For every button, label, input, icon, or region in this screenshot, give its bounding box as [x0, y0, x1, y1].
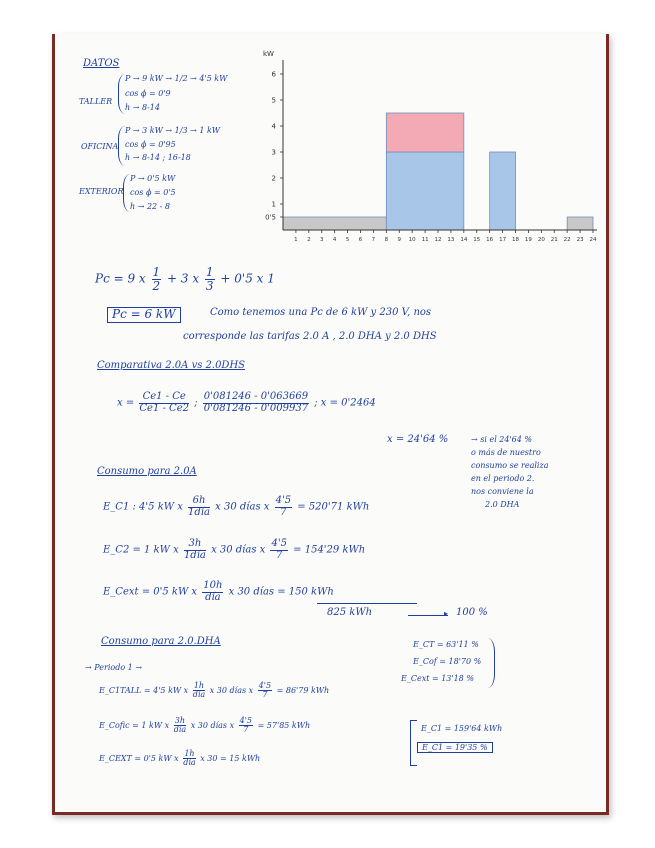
pc-result-box: Pc = 6 kW [107, 307, 181, 323]
x-tick-label-7: 7 [371, 237, 376, 243]
taller-line-3: h → 8-14 [125, 103, 160, 112]
oficina-line-3: h → 8-14 ; 16-18 [125, 153, 191, 162]
pct-brace [488, 638, 495, 688]
ec1-bracket [410, 720, 417, 766]
tarifas-line-2: corresponde las tarifas 2.0 A , 2.0 DHA y 2.0 DHS [183, 331, 437, 342]
tarifas-line-1: Como tenemos una Pc de 6 kW y 230 V, nos [210, 307, 432, 318]
dha-line-1: E_C1TALL = 4'5 kW x $\frac{1h}{\text{día}}$ x 30 días x $\frac{4'5}{7}$ = 86'79 kWh [99, 681, 330, 700]
total-rule [317, 603, 417, 604]
oficina-line-1: P → 3 kW → 1/3 → 1 kW [125, 126, 221, 135]
x-tick-label-6: 6 [358, 237, 363, 243]
x-tick-label-4: 4 [332, 237, 337, 243]
total-20a: 825 kWh [327, 607, 373, 618]
x-tick-label-3: 3 [320, 237, 324, 243]
ce-fraction: $\frac{Ce1 - Ce}{Ce1 - Ce2}$ [139, 391, 189, 414]
comparativa-note-2: o más de nuestro [471, 448, 541, 457]
y-tick-label-5: 4 [271, 122, 276, 131]
ecof-pct: E_Cof = 18'70 % [413, 657, 482, 666]
dha-line-3: E_CEXT = 0'5 kW x $\frac{1h}{\text{día}}$ x 30 = 15 kWh [99, 749, 261, 768]
taller-line-1: P → 9 kW → 1/2 → 4'5 kW [125, 74, 228, 83]
exterior-line-3: h → 22 - 8 [130, 202, 170, 211]
x-tick-label-2: 2 [307, 237, 311, 243]
consumo-20a-title: Consumo para 2.0A [97, 466, 197, 477]
taller-brace [118, 74, 125, 114]
pc-fraction-1: $\frac{1}{2}$ [152, 265, 161, 293]
y-tick-label-4: 3 [271, 148, 276, 157]
x-tick-label-12: 12 [434, 237, 442, 243]
x-tick-label-23: 23 [576, 237, 584, 243]
x-tick-label-22: 22 [563, 237, 571, 243]
x-tick-label-10: 10 [408, 237, 416, 243]
ecext-pct: E_Cext = 13'18 % [401, 674, 474, 683]
x-tick-label-16: 16 [486, 237, 494, 243]
y-tick-label-3: 2 [271, 174, 276, 183]
x-tick-label-1: 1 [294, 237, 298, 243]
dha-line-2: E_Cofic = 1 kW x $\frac{3h}{\text{día}}$ x 30 días x $\frac{4'5}{7}$ = 57'85 kWh [99, 716, 311, 735]
consumo-dha-title: Consumo para 2.0.DHA [101, 636, 221, 647]
x-tick-label-11: 11 [421, 237, 429, 243]
notebook-page [52, 34, 609, 815]
comparativa-sep: ; [194, 397, 198, 409]
x-tick-label-21: 21 [550, 237, 558, 243]
y-tick-label-2: 1 [271, 200, 276, 209]
x-tick-label-18: 18 [512, 237, 519, 243]
total-arrow [408, 615, 448, 616]
datos-title: DATOS [83, 58, 120, 69]
oficina-line-2: cos ϕ = 0'95 [125, 140, 176, 149]
x-tick-label-13: 13 [447, 237, 455, 243]
x-tick-label-8: 8 [384, 237, 389, 243]
x-result: ; x = 0'2464 [314, 397, 376, 409]
bar-exterior-1 [283, 217, 386, 230]
pc-equation [95, 266, 275, 292]
x-percent: x = 24'64 % [387, 434, 449, 445]
taller-line-2: cos ϕ = 0'9 [125, 89, 171, 98]
exterior-line-1: P → 0'5 kW [130, 174, 176, 183]
bar-exterior-2 [567, 217, 593, 230]
x-tick-label-5: 5 [345, 237, 350, 243]
bar-taller-1 [386, 113, 464, 152]
ec-ext-line: E_Cext = 0'5 kW x $\frac{10h}{\text{día}}$ x 30 días = 150 kWh [103, 580, 334, 603]
y-tick-label-6: 5 [271, 96, 276, 105]
exterior-line-2: cos ϕ = 0'5 [130, 188, 176, 197]
exterior-brace [123, 174, 130, 212]
comparativa-note-4: en el periodo 2. [471, 474, 535, 483]
pc-rhs: + 0'5 x 1 [220, 271, 275, 286]
x-tick-label-20: 20 [537, 237, 545, 243]
ec1-pct-box: E_C1 = 19'35 % [417, 742, 493, 753]
y-tick-label-1: 0'5 [265, 213, 276, 222]
ec1-line: E_C1 : 4'5 kW x $\frac{6h}{\text{1día}}$ x 30 días x $\frac{4'5}{7}$ = 520'71 kWh [103, 495, 370, 518]
total-20a-pct: 100 % [456, 607, 488, 618]
oficina-brace [118, 126, 125, 166]
exterior-label: EXTERIOR [79, 187, 124, 196]
ect-pct: E_CT = 63'11 % [413, 640, 479, 649]
periodo-1-label: → Periodo 1 → [85, 663, 143, 672]
x-tick-label-15: 15 [473, 237, 481, 243]
comparativa-equation [117, 392, 376, 414]
taller-label: TALLER [79, 97, 113, 106]
total-arrow-head: ▸ [444, 609, 449, 618]
pc-mid: + 3 x [167, 271, 200, 286]
price-fraction: $\frac{0'081246 - 0'063669}{0'081246 - 0'009937}$ [203, 391, 309, 414]
comparativa-note-6: 2.0 DHA [485, 500, 520, 509]
bar-oficina-1 [386, 152, 464, 230]
ec1-total: E_C1 = 159'64 kWh [421, 724, 503, 733]
x-tick-label-24: 24 [589, 237, 597, 243]
bar-oficina-2 [490, 152, 516, 230]
comparativa-note-1: → si el 24'64 % [471, 435, 532, 444]
x-tick-label-9: 9 [397, 237, 401, 243]
pc-fraction-2: $\frac{1}{3}$ [205, 265, 214, 293]
comparativa-title: Comparativa 2.0A vs 2.0DHS [97, 360, 246, 371]
comparativa-note-5: nos conviene la [471, 487, 534, 496]
x-tick-label-14: 14 [460, 237, 468, 243]
y-tick-label-7: 6 [271, 70, 276, 79]
x-tick-label-17: 17 [499, 237, 507, 243]
x-lhs: x = [117, 397, 135, 409]
comparativa-note-3: consumo se realiza [471, 461, 549, 470]
oficina-label: OFICINA [81, 142, 119, 151]
ec2-line: E_C2 = 1 kW x $\frac{3h}{\text{1día}}$ x 30 días x $\frac{4'5}{7}$ = 154'29 kWh [103, 538, 366, 561]
pc-lhs: Pc = 9 x [95, 271, 146, 286]
x-tick-label-19: 19 [524, 237, 532, 243]
y-axis-label: kW [263, 50, 274, 58]
load-chart [253, 44, 603, 258]
